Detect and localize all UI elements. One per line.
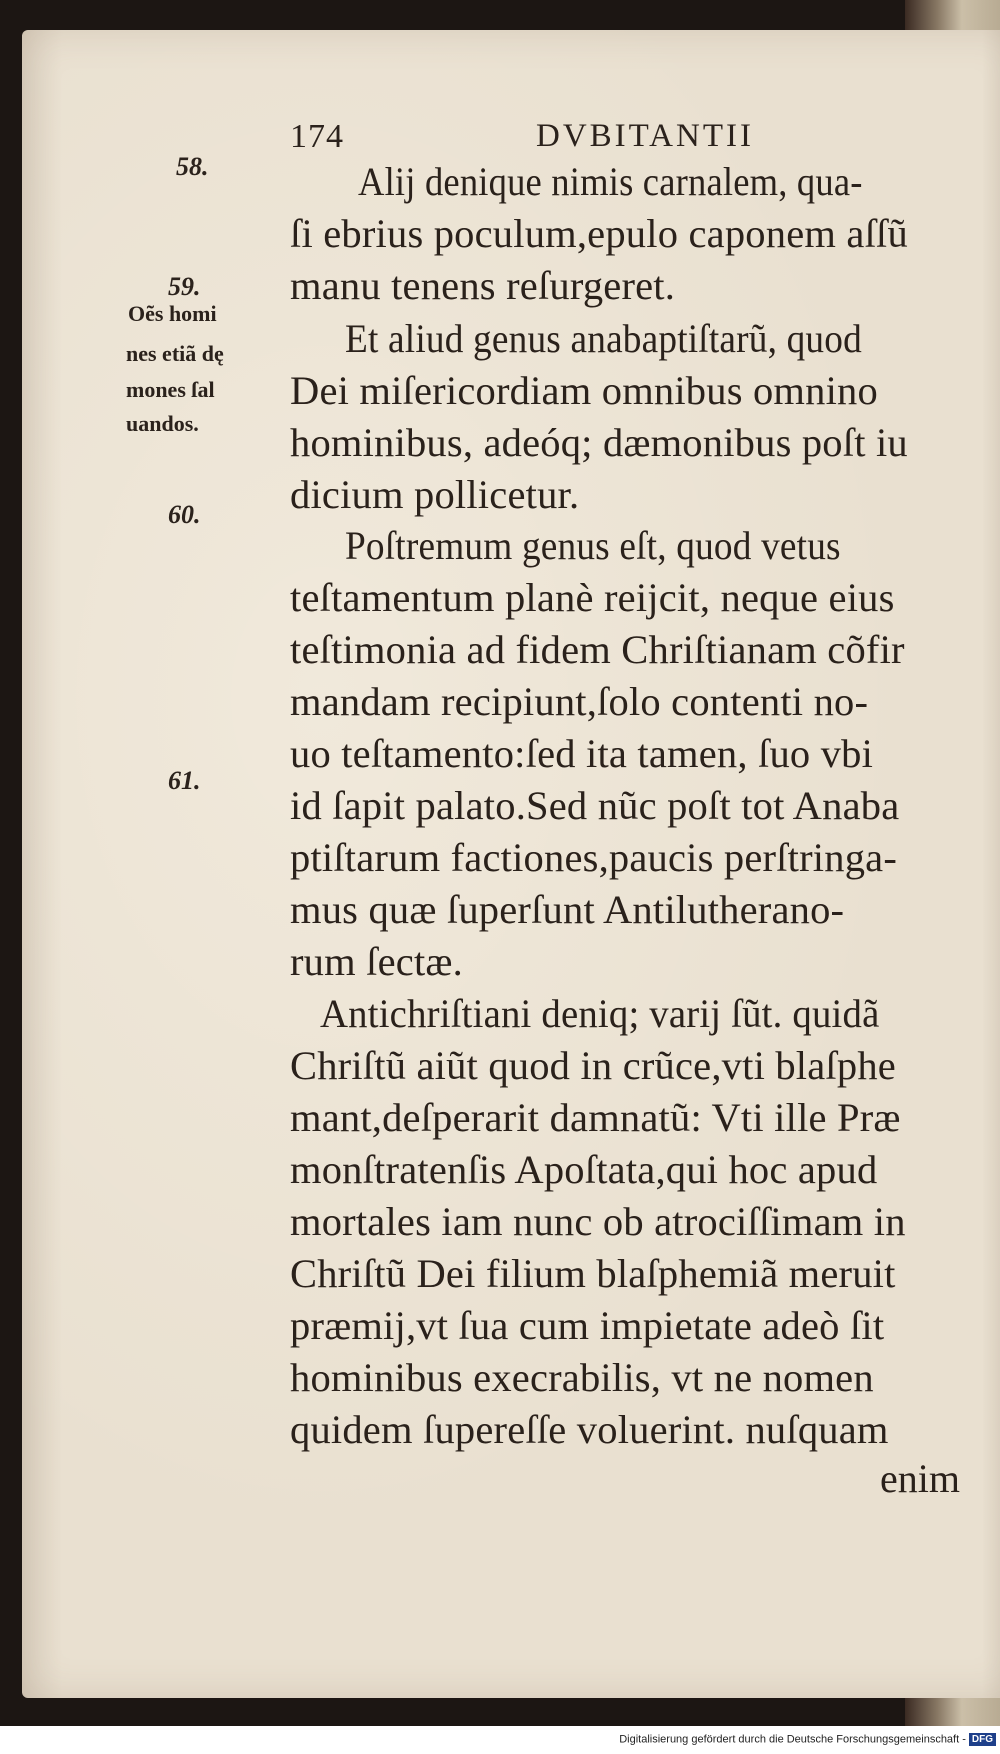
text-line: teſtamentum planè reijcit, neque eius [290, 575, 895, 620]
marginal-number-58: 58. [176, 152, 209, 181]
text-line: mant,deſperarit damnatũ: Vti ille Præ [290, 1095, 901, 1140]
text-line: uo teſtamento:ſed ita tamen, ſuo vbi [290, 731, 874, 776]
marginal-note-line: uandos. [126, 411, 199, 436]
text-line: ptiſtarum factiones,paucis perſtringa- [290, 835, 898, 880]
text-line: mus quæ ſuperſunt Antilutherano- [290, 887, 845, 932]
text-line: monſtratenſis Apoſtata,qui hoc apud [290, 1147, 878, 1192]
marginal-note-line: mones ſal [126, 377, 215, 402]
marginal-note-line: nes etiã dę [126, 341, 224, 366]
running-title: DVBITANTII [536, 118, 754, 154]
text-line: ſi ebrius poculum,epulo caponem aſſũ [290, 211, 908, 256]
catchword: enim [880, 1456, 960, 1501]
page-number: 174 [290, 118, 344, 155]
digitization-credit [619, 1733, 996, 1746]
text-line: Et aliud genus anabaptiſtarũ, quod [345, 316, 862, 361]
text-line: Chriſtũ aiũt quod in crũce,vti blaſphe [290, 1043, 896, 1088]
text-line: dicium pollicetur. [290, 472, 580, 517]
text-line: Chriſtũ Dei filium blaſphemiã meruit [290, 1251, 896, 1296]
marginal-number-59: 59. [168, 272, 201, 301]
text-line: Poſtremum genus eſt, quod vetus [345, 523, 841, 568]
marginal-number-61: 61. [168, 766, 201, 795]
text-line: præmij,vt ſua cum impietate adeò ſit [290, 1303, 885, 1348]
text-line: rum ſectæ. [290, 939, 463, 984]
text-line: quidem ſupereſſe voluerint. nuſquam [290, 1407, 889, 1452]
text-line: mortales iam nunc ob atrociſſimam in [290, 1199, 906, 1244]
marginal-note-line: Oẽs homi [128, 301, 217, 326]
text-line: hominibus, adeóq; dæmonibus poſt iu [290, 420, 908, 465]
text-line: Antichriſtiani deniq; varij ſũt. quidã [320, 991, 880, 1036]
text-line: id ſapit palato.Sed nũc poſt tot Anaba [290, 783, 900, 828]
text-line: Dei miſericordiam omnibus omnino [290, 368, 878, 413]
text-line: mandam recipiunt,ſolo contenti no- [290, 679, 869, 724]
text-line: manu tenens reſurgeret. [290, 263, 676, 308]
text-line: teſtimonia ad fidem Chriſtianam cõfir [290, 627, 905, 672]
digitization-credit-text: Digitalisierung gefördert durch die Deutsche Forschungsgemeinschaft - [619, 1733, 966, 1746]
text-line: hominibus execrabilis, vt ne nomen [290, 1355, 874, 1400]
dfg-logo: DFG [969, 1733, 996, 1746]
text-line: Alij denique nimis carnalem, qua- [358, 159, 863, 204]
marginal-number-60: 60. [168, 500, 201, 529]
